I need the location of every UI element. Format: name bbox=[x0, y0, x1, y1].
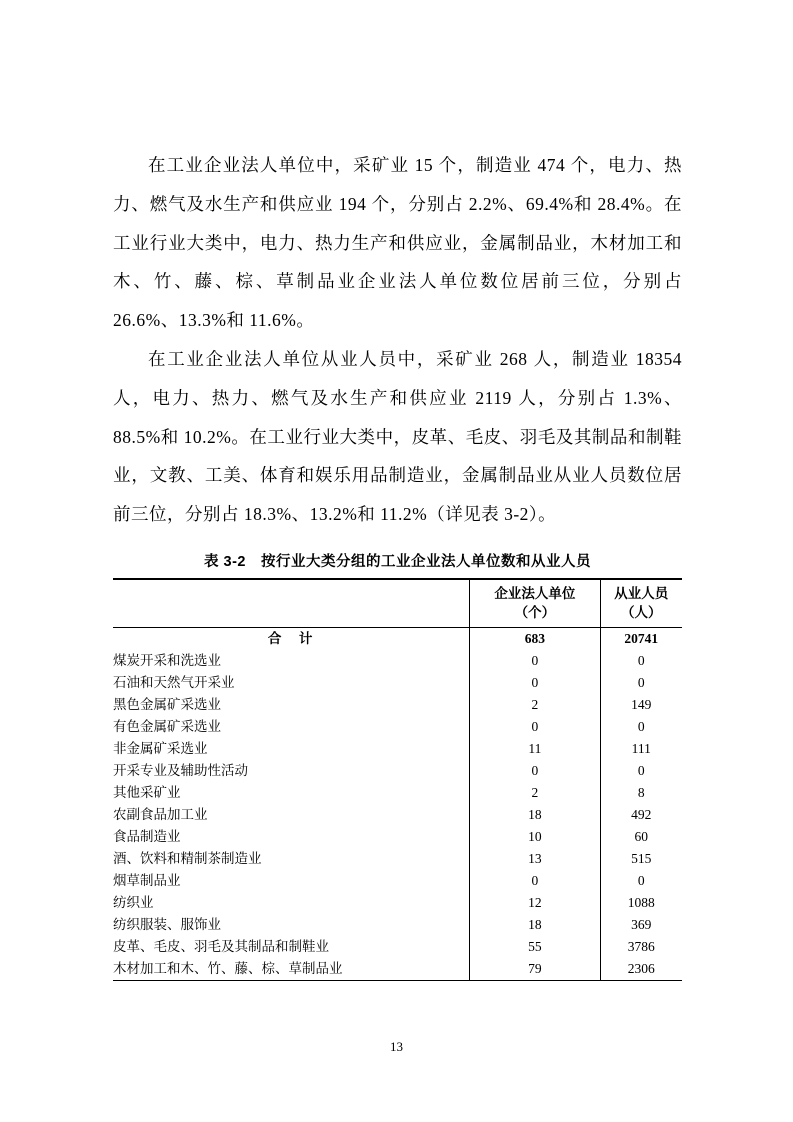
paragraph-industrial-employees: 在工业企业法人单位从业人员中，采矿业 268 人，制造业 18354 人，电力、热力、燃气及水生产和供应业 2119 人，分别占 1.3%、88.5%和 10.2%。在工业行业大类中，皮革、毛皮、羽毛及其制品和制鞋业，文教、工美、体育和娱乐用品制造业，金属制品业从业人员数位居前三位，分别占 18.3%、13.2%和 11.2%（详见表 3-2）。 bbox=[113, 348, 682, 525]
industry-label-cell: 开采专业及辅助性活动 bbox=[113, 762, 248, 778]
table-row bbox=[113, 848, 682, 870]
header-employees-line2: （人） bbox=[621, 604, 662, 620]
header-legal-units-line2: （个） bbox=[514, 604, 556, 620]
table-body bbox=[113, 627, 682, 980]
employees-value-cell: 0 bbox=[600, 716, 682, 738]
industry-label-cell: 纺织业 bbox=[113, 894, 154, 910]
table-row bbox=[113, 914, 682, 936]
industry-label-cell: 食品制造业 bbox=[113, 828, 181, 844]
legal-units-value-cell: 0 bbox=[470, 716, 600, 738]
employees-value-cell: 369 bbox=[600, 914, 682, 936]
legal-units-value-cell: 10 bbox=[470, 826, 600, 848]
industry-label-cell: 石油和天然气开采业 bbox=[113, 674, 235, 690]
legal-units-value-cell: 0 bbox=[470, 672, 600, 694]
legal-units-value-cell: 12 bbox=[470, 892, 600, 914]
header-employees-line1: 从业人员 bbox=[614, 585, 669, 601]
legal-units-value-cell: 55 bbox=[470, 936, 600, 958]
industry-label-cell: 酒、饮料和精制茶制造业 bbox=[113, 850, 262, 866]
legal-units-value-cell: 0 bbox=[470, 870, 600, 892]
legal-units-value-cell: 0 bbox=[470, 650, 600, 672]
table-row bbox=[113, 650, 682, 672]
table-row bbox=[113, 892, 682, 914]
industry-label-cell: 皮革、毛皮、羽毛及其制品和制鞋业 bbox=[113, 938, 329, 954]
employees-value-cell: 0 bbox=[600, 760, 682, 782]
industry-stats-table bbox=[113, 578, 682, 981]
legal-units-value-cell: 18 bbox=[470, 914, 600, 936]
employees-value-cell: 111 bbox=[600, 738, 682, 760]
employees-value-cell: 0 bbox=[600, 672, 682, 694]
industry-label-cell: 有色金属矿采选业 bbox=[113, 718, 221, 734]
table-row-total bbox=[113, 627, 682, 650]
table-row bbox=[113, 716, 682, 738]
industry-label-cell: 纺织服装、服饰业 bbox=[113, 916, 221, 932]
table-row bbox=[113, 694, 682, 716]
industry-label-cell: 黑色金属矿采选业 bbox=[113, 696, 221, 712]
table-row bbox=[113, 826, 682, 848]
industry-label-cell: 其他采矿业 bbox=[113, 784, 181, 800]
employees-value-cell: 0 bbox=[600, 870, 682, 892]
table-row bbox=[113, 870, 682, 892]
header-employees bbox=[600, 579, 682, 628]
table-row bbox=[113, 936, 682, 958]
table-row bbox=[113, 782, 682, 804]
employees-value-cell: 149 bbox=[600, 694, 682, 716]
table-title: 表 3-2 按行业大类分组的工业企业法人单位数和从业人员 bbox=[204, 553, 591, 570]
employees-value-cell: 20741 bbox=[600, 627, 682, 650]
table-header bbox=[113, 579, 682, 628]
legal-units-value-cell: 11 bbox=[470, 738, 600, 760]
employees-value-cell: 60 bbox=[600, 826, 682, 848]
legal-units-value-cell: 0 bbox=[470, 760, 600, 782]
header-legal-units-line1: 企业法人单位 bbox=[494, 585, 576, 601]
industry-label-cell: 煤炭开采和洗选业 bbox=[113, 652, 221, 668]
industry-label-cell: 木材加工和木、竹、藤、棕、草制品业 bbox=[113, 960, 343, 976]
table-row bbox=[113, 958, 682, 981]
industry-label-cell: 合 计 bbox=[267, 630, 315, 646]
employees-value-cell: 1088 bbox=[600, 892, 682, 914]
employees-value-cell: 0 bbox=[600, 650, 682, 672]
table-row bbox=[113, 672, 682, 694]
table-header-row bbox=[113, 579, 682, 628]
employees-value-cell: 3786 bbox=[600, 936, 682, 958]
legal-units-value-cell: 2 bbox=[470, 782, 600, 804]
legal-units-value-cell: 79 bbox=[470, 958, 600, 981]
industry-label-cell: 烟草制品业 bbox=[113, 872, 181, 888]
employees-value-cell: 8 bbox=[600, 782, 682, 804]
employees-value-cell: 492 bbox=[600, 804, 682, 826]
legal-units-value-cell: 2 bbox=[470, 694, 600, 716]
header-legal-units bbox=[470, 579, 600, 628]
paragraph-industrial-units: 在工业企业法人单位中，采矿业 15 个，制造业 474 个，电力、热力、燃气及水生产和供应业 194 个，分别占 2.2%、69.4%和 28.4%。在工业行业大类中，电力、热力生产和供应业，金属制品业，木材加工和木、竹、藤、棕、草制品业企业法人单位数位居前三位，分别占 26.6%、13.3%和 11.6%。 bbox=[113, 155, 682, 331]
table-row bbox=[113, 760, 682, 782]
legal-units-value-cell: 683 bbox=[470, 627, 600, 650]
employees-value-cell: 515 bbox=[600, 848, 682, 870]
legal-units-value-cell: 13 bbox=[470, 848, 600, 870]
industry-label-cell: 农副食品加工业 bbox=[113, 806, 208, 822]
table-row bbox=[113, 804, 682, 826]
header-empty-cell bbox=[113, 579, 470, 628]
table-row bbox=[113, 738, 682, 760]
industry-label-cell: 非金属矿采选业 bbox=[113, 740, 208, 756]
page-number: 13 bbox=[390, 1039, 403, 1054]
employees-value-cell: 2306 bbox=[600, 958, 682, 981]
legal-units-value-cell: 18 bbox=[470, 804, 600, 826]
page-content bbox=[113, 146, 682, 981]
